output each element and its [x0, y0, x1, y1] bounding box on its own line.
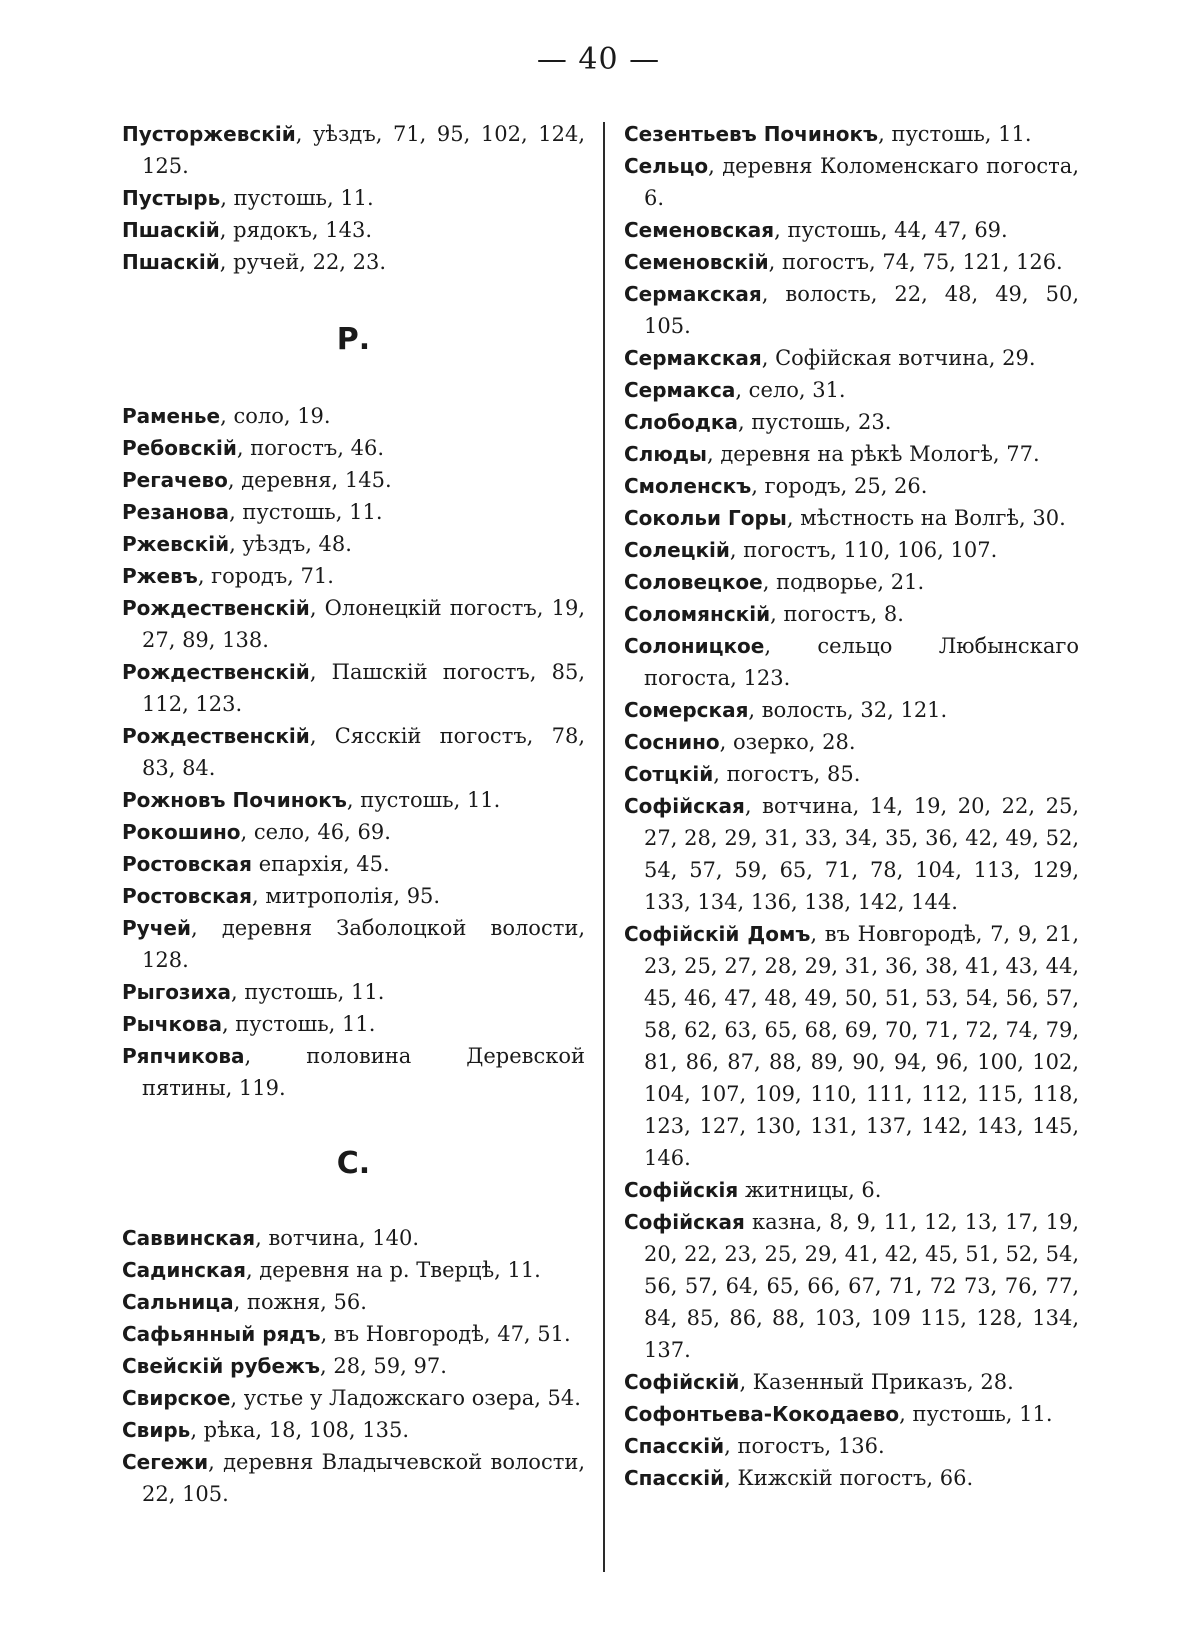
index-entry: [624, 1430, 1079, 1462]
index-entry: [122, 432, 585, 464]
index-entry: [122, 1318, 585, 1350]
entry-headword: Сокольи Горы: [624, 506, 787, 530]
entry-text: , Олонецкій погостъ, 19, 27, 89, 138.: [142, 596, 585, 652]
entry-headword: Пусторжевскій: [122, 122, 296, 146]
index-entry: [122, 656, 585, 720]
index-entry: [122, 118, 585, 182]
entry-headword: Ряпчикова: [122, 1044, 245, 1068]
entry-headword: Рокошино: [122, 820, 241, 844]
entry-text: , городъ, 71.: [197, 564, 334, 588]
entry-text: , село, 46, 69.: [240, 820, 391, 844]
entry-text: , пустошь, 23.: [738, 410, 892, 434]
entry-headword: Сельцо: [624, 154, 709, 178]
entry-headword: Соснино: [624, 730, 720, 754]
entry-headword: Пшаскій: [122, 218, 220, 242]
entry-text: , погостъ, 85.: [713, 762, 861, 786]
entry-headword: Софійскій: [624, 1370, 740, 1394]
index-entry: [122, 496, 585, 528]
entry-headword: Пшаскій: [122, 250, 220, 274]
entry-headword: Солоницкое: [624, 634, 765, 658]
index-entry: [624, 726, 1079, 758]
entry-text: , пустошь, 11.: [229, 500, 383, 524]
entry-headword: Садинская: [122, 1258, 246, 1282]
index-entry: [624, 406, 1079, 438]
index-entry: [122, 1040, 585, 1104]
index-entry: [122, 1350, 585, 1382]
index-entry: [624, 790, 1079, 918]
entry-text: , пустошь, 44, 47, 69.: [774, 218, 1008, 242]
entry-headword: Регачево: [122, 468, 228, 492]
entry-headword: Рыгозиха: [122, 980, 231, 1004]
index-entry: [122, 880, 585, 912]
entry-headword: Рождественскій: [122, 596, 310, 620]
entry-headword: Софійскій Домъ: [624, 922, 811, 946]
index-entry: [122, 1222, 585, 1254]
entry-headword: Сотцкій: [624, 762, 714, 786]
entry-headword: Свирь: [122, 1418, 191, 1442]
index-entry: [624, 694, 1079, 726]
entry-headword: Соломянскій: [624, 602, 771, 626]
entry-text: , деревня на рѣкѣ Мологѣ, 77.: [707, 442, 1040, 466]
index-entry: [122, 182, 585, 214]
entry-text: , погостъ, 46.: [236, 436, 385, 460]
entry-headword: Сальница: [122, 1290, 234, 1314]
entry-text: , пустошь, 11.: [346, 788, 501, 812]
entry-text: , пожня, 56.: [233, 1290, 367, 1314]
index-entry: [624, 1206, 1079, 1366]
entry-headword: Рождественскій: [122, 660, 310, 684]
entry-text: , рѣка, 18, 108, 135.: [190, 1418, 410, 1442]
index-entry: [624, 374, 1079, 406]
entry-text: , село, 31.: [735, 378, 846, 402]
entry-text: , Казенный Приказъ, 28.: [739, 1370, 1014, 1394]
index-entry: [624, 598, 1079, 630]
entry-text: , рядокъ, 143.: [219, 218, 372, 242]
entry-headword: Ручей: [122, 916, 192, 940]
entry-headword: Ростовская: [122, 852, 253, 876]
entry-text: , митрополія, 95.: [252, 884, 441, 908]
entry-headword: Ребовскій: [122, 436, 237, 460]
entry-text: , погостъ, 110, 106, 107.: [729, 538, 998, 562]
entry-headword: Сафьянный рядъ: [122, 1322, 321, 1346]
index-entry: [122, 528, 585, 560]
entry-text: , Сяcскій погостъ, 78, 83, 84.: [142, 724, 585, 780]
entry-headword: Семеновскій: [624, 250, 769, 274]
entry-text: , погостъ, 136.: [724, 1434, 885, 1458]
entry-text: , волость, 22, 48, 49, 50, 105.: [644, 282, 1079, 338]
entry-text: , ручей, 22, 23.: [219, 250, 387, 274]
entry-text: , пустошь, 11.: [899, 1402, 1053, 1426]
entry-headword: Спасскій: [624, 1466, 725, 1490]
index-entry: [624, 470, 1079, 502]
index-entry: [122, 1446, 585, 1510]
entry-text: , деревня на р. Тверцѣ, 11.: [245, 1258, 541, 1282]
index-entry: [122, 592, 585, 656]
index-entry: [122, 1254, 585, 1286]
index-entry: [624, 566, 1079, 598]
index-entry: [122, 816, 585, 848]
entry-headword: Спасскій: [624, 1434, 725, 1458]
index-entry: [122, 1286, 585, 1318]
index-entry: [624, 342, 1079, 374]
index-entry: [624, 278, 1079, 342]
entry-headword: Софійская: [624, 794, 745, 818]
index-entry: [624, 438, 1079, 470]
entry-text: казна, 8, 9, 11, 12, 13, 17, 19, 20, 22, 23, 25, 29, 41, 42, 45, 51, 52, 54, 56, 57, 64, 65, 66, 67, 71, 72 73, 76, 77, 84, 85, 86, 88, 103, 109 115, 128, 134, 137.: [644, 1210, 1079, 1362]
entry-headword: Саввинская: [122, 1226, 256, 1250]
index-entry: [624, 502, 1079, 534]
entry-headword: Солецкій: [624, 538, 730, 562]
entry-text: , волость, 32, 121.: [748, 698, 948, 722]
entry-text: , мѣстность на Волгѣ, 30.: [786, 506, 1066, 530]
index-entry: [122, 400, 585, 432]
entry-headword: Рычкова: [122, 1012, 222, 1036]
entry-headword: Свирское: [122, 1386, 231, 1410]
entry-headword: Свейскій рубежъ: [122, 1354, 320, 1378]
intro-entries: [122, 118, 585, 278]
entry-text: житницы, 6.: [738, 1178, 882, 1202]
section-r-entries: [122, 400, 585, 1104]
index-entry: [122, 976, 585, 1008]
section-letter-r: Р.: [336, 322, 371, 357]
entry-text: , уѣздъ, 71, 95, 102, 124, 125.: [142, 122, 585, 178]
entry-text: , половина Деревской пятины, 119.: [142, 1044, 585, 1100]
entry-headword: Соловецкое: [624, 570, 763, 594]
entry-headword: Раменье: [122, 404, 221, 428]
index-entry: [122, 1008, 585, 1040]
entry-text: , 28, 59, 97.: [320, 1354, 447, 1378]
column-divider: [603, 122, 605, 1572]
entry-headword: Пустырь: [122, 186, 221, 210]
entry-headword: Семеновская: [624, 218, 775, 242]
entry-headword: Ростовская: [122, 884, 253, 908]
page-number: — 40 —: [536, 42, 661, 77]
entry-headword: Сегежи: [122, 1450, 209, 1474]
entry-text: епархія, 45.: [252, 852, 390, 876]
entry-text: , деревня Заболоцкой волости, 128.: [142, 916, 585, 972]
index-entry: [122, 214, 585, 246]
section-letter-s: С.: [336, 1146, 371, 1181]
index-entry: [624, 246, 1079, 278]
entry-headword: Рожновъ Починокъ: [122, 788, 347, 812]
index-entry: [122, 560, 585, 592]
index-entry: [624, 1462, 1079, 1494]
entry-text: , деревня Владычевской волости, 22, 105.: [142, 1450, 585, 1506]
entry-headword: Слюды: [624, 442, 708, 466]
entry-text: , въ Новгородѣ, 7, 9, 21, 23, 25, 27, 28, 29, 31, 36, 38, 41, 43, 44, 45, 46, 47, 48, 49, 50, 51, 53, 54, 56, 57, 58, 62, 63, 65, 68, 69, 70, 71, 72, 74, 79, 81, 86, 87, 88, 89, 90, 94, 96, 100, 102, 104, 107, 109, 110, 111, 112, 115, 118, 123, 127, 130, 131, 137, 142, 143, 145, 146.: [644, 922, 1079, 1170]
entry-text: , устье у Ладожскаго озера, 54.: [230, 1386, 581, 1410]
index-entry: [122, 848, 585, 880]
index-entry: [624, 150, 1079, 214]
index-entry: [122, 912, 585, 976]
index-entry: [122, 1382, 585, 1414]
entry-text: , деревня, 145.: [227, 468, 392, 492]
entry-headword: Ржевскій: [122, 532, 230, 556]
index-entry: [624, 1398, 1079, 1430]
index-entry: [624, 214, 1079, 246]
index-entry: [122, 720, 585, 784]
entry-headword: Слободка: [624, 410, 738, 434]
section-s-entries: [122, 1222, 585, 1510]
index-entry: [624, 630, 1079, 694]
entry-text: , деревня Коломенскаго погоста, 6.: [644, 154, 1079, 210]
entry-headword: Смоленскъ: [624, 474, 752, 498]
entry-text: , Пашскій погостъ, 85, 112, 123.: [142, 660, 585, 716]
entry-text: , озерко, 28.: [719, 730, 856, 754]
right-column: [624, 118, 1079, 1494]
entry-text: , вотчина, 140.: [255, 1226, 420, 1250]
entry-headword: Софійская: [624, 1210, 745, 1234]
entry-text: , соло, 19.: [220, 404, 331, 428]
index-entry: [122, 246, 585, 278]
index-entry: [624, 118, 1079, 150]
left-column: [122, 118, 585, 1510]
entry-headword: Сермакская: [624, 346, 762, 370]
index-entry: [624, 1174, 1079, 1206]
entry-text: , погостъ, 8.: [770, 602, 904, 626]
index-entry: [624, 534, 1079, 566]
entry-text: , Кижскій погостъ, 66.: [724, 1466, 974, 1490]
index-entry: [624, 758, 1079, 790]
entry-text: , пустошь, 11.: [220, 186, 374, 210]
entry-headword: Сермакса: [624, 378, 736, 402]
entry-headword: Ржевъ: [122, 564, 198, 588]
entry-text: , пустошь, 11.: [878, 122, 1032, 146]
entry-text: , вотчина, 14, 19, 20, 22, 25, 27, 28, 29, 31, 33, 34, 35, 36, 42, 49, 52, 54, 57, 59, 65, 71, 78, 104, 113, 129, 133, 134, 136, 138, 142, 144.: [644, 794, 1079, 914]
entry-headword: Сомерская: [624, 698, 749, 722]
entry-text: , подворье, 21.: [762, 570, 925, 594]
index-entry: [122, 1414, 585, 1446]
entry-headword: Софонтьева-Кокодаево: [624, 1402, 900, 1426]
entry-text: , пустошь, 11.: [221, 1012, 376, 1036]
entry-headword: Резанова: [122, 500, 230, 524]
entry-headword: Сермакская: [624, 282, 762, 306]
entry-text: , Софійская вотчина, 29.: [761, 346, 1036, 370]
entry-headword: Софійскія: [624, 1178, 739, 1202]
index-entry: [624, 918, 1079, 1174]
index-entry: [624, 1366, 1079, 1398]
entry-text: , погостъ, 74, 75, 121, 126.: [768, 250, 1063, 274]
entry-headword: Сезентьевъ Починокъ: [624, 122, 879, 146]
entry-text: , уѣздъ, 48.: [229, 532, 352, 556]
entry-text: , городъ, 25, 26.: [751, 474, 928, 498]
entry-headword: Рождественскій: [122, 724, 310, 748]
entry-text: , сельцо Любынскаго погоста, 123.: [644, 634, 1079, 690]
index-entry: [122, 464, 585, 496]
entry-text: , въ Новгородѣ, 47, 51.: [320, 1322, 571, 1346]
entry-text: , пустошь, 11.: [230, 980, 385, 1004]
index-entry: [122, 784, 585, 816]
